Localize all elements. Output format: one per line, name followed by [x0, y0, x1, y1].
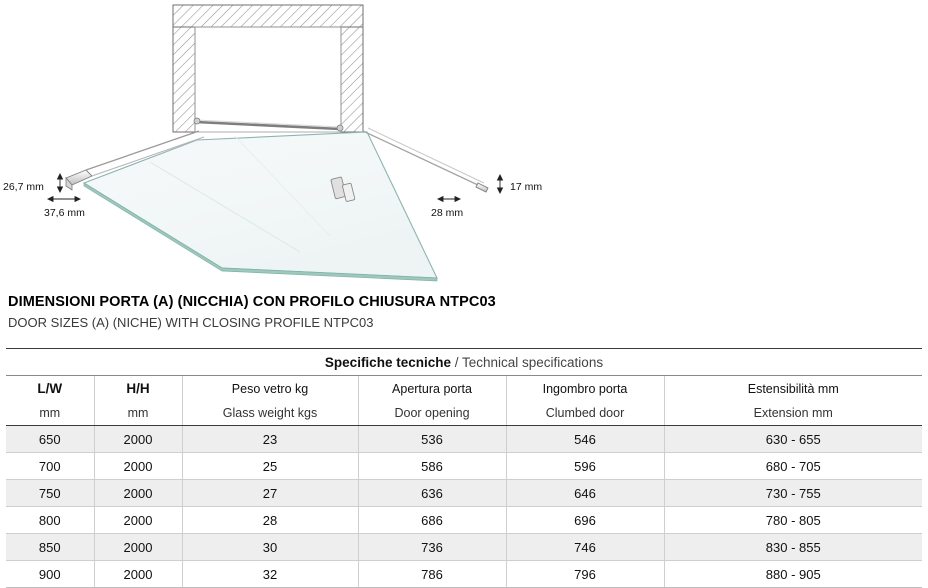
header-hh: H/H: [94, 376, 182, 402]
cell-clumbed-door: 796: [506, 561, 664, 588]
table-row: [6, 453, 922, 480]
cell-hh: 2000: [94, 426, 182, 453]
cell-door-opening: 686: [358, 507, 506, 534]
cell-clumbed-door: 746: [506, 534, 664, 561]
table-title-it: Specifiche tecniche: [324, 354, 451, 370]
table-title-row: [6, 349, 922, 376]
cell-door-opening: 736: [358, 534, 506, 561]
header-hh-unit: mm: [94, 401, 182, 426]
cell-clumbed-door: 546: [506, 426, 664, 453]
table-header-row-italian: [6, 376, 922, 402]
cell-clumbed-door: 646: [506, 480, 664, 507]
dimension-label-right-height: 17 mm: [510, 181, 543, 193]
dimension-arrow-left-height: [58, 174, 63, 192]
cell-clumbed-door: 596: [506, 453, 664, 480]
header-lw: L/W: [6, 376, 94, 402]
technical-drawing: [0, 0, 928, 290]
table-header-row-english: [6, 401, 922, 426]
section-caption: [8, 292, 920, 332]
dimension-label-right-width: 28 mm: [431, 207, 464, 219]
cell-lw: 650: [6, 426, 94, 453]
cell-lw: 800: [6, 507, 94, 534]
header-extension-en: Extension mm: [664, 401, 922, 426]
table-row: [6, 426, 922, 453]
caption-english: DOOR SIZES (A) (NICHE) WITH CLOSING PROFILE NTPC03: [8, 315, 374, 330]
dimension-arrow-left-width: [48, 197, 80, 202]
table-title-separator: /: [450, 354, 462, 370]
cell-glass-weight: 28: [182, 507, 358, 534]
table-title-cell: [6, 349, 922, 376]
header-lw-unit: mm: [6, 401, 94, 426]
header-clumbed-door-en: Clumbed door: [506, 401, 664, 426]
cell-lw: 900: [6, 561, 94, 588]
cell-lw: 750: [6, 480, 94, 507]
header-clumbed-door-it: Ingombro porta: [506, 376, 664, 402]
dimension-arrow-right-height: [498, 175, 503, 193]
dimension-label-left-width: 37,6 mm: [44, 207, 85, 219]
wall-niche: [173, 5, 363, 132]
cell-lw: 850: [6, 534, 94, 561]
cell-extension: 780 - 805: [664, 507, 922, 534]
cell-extension: 680 - 705: [664, 453, 922, 480]
cell-hh: 2000: [94, 534, 182, 561]
header-extension-it: Estensibilità mm: [664, 376, 922, 402]
table-row: [6, 534, 922, 561]
cell-glass-weight: 30: [182, 534, 358, 561]
cell-extension: 630 - 655: [664, 426, 922, 453]
header-glass-weight-en: Glass weight kgs: [182, 401, 358, 426]
table-row: [6, 561, 922, 588]
technical-specifications-table: [6, 348, 922, 588]
header-door-opening-en: Door opening: [358, 401, 506, 426]
cell-extension: 830 - 855: [664, 534, 922, 561]
cell-extension: 880 - 905: [664, 561, 922, 588]
cell-lw: 700: [6, 453, 94, 480]
cell-door-opening: 786: [358, 561, 506, 588]
cell-hh: 2000: [94, 507, 182, 534]
cell-extension: 730 - 755: [664, 480, 922, 507]
header-glass-weight-it: Peso vetro kg: [182, 376, 358, 402]
dimension-label-left-height: 26,7 mm: [3, 181, 44, 193]
cell-hh: 2000: [94, 453, 182, 480]
table-title-en: Technical specifications: [462, 354, 604, 370]
cell-door-opening: 636: [358, 480, 506, 507]
cell-door-opening: 536: [358, 426, 506, 453]
dimension-arrow-right-width: [438, 197, 460, 202]
cell-glass-weight: 23: [182, 426, 358, 453]
table-row: [6, 480, 922, 507]
cell-door-opening: 586: [358, 453, 506, 480]
cell-hh: 2000: [94, 561, 182, 588]
header-door-opening-it: Apertura porta: [358, 376, 506, 402]
caption-italian: DIMENSIONI PORTA (A) (NICCHIA) CON PROFILO CHIUSURA NTPC03: [8, 294, 496, 310]
cell-clumbed-door: 696: [506, 507, 664, 534]
table-row: [6, 507, 922, 534]
glass-panel: [84, 132, 437, 281]
cell-glass-weight: 25: [182, 453, 358, 480]
cell-glass-weight: 32: [182, 561, 358, 588]
support-bar: [194, 118, 343, 131]
cell-hh: 2000: [94, 480, 182, 507]
drawing-svg: [0, 0, 928, 290]
cell-glass-weight: 27: [182, 480, 358, 507]
